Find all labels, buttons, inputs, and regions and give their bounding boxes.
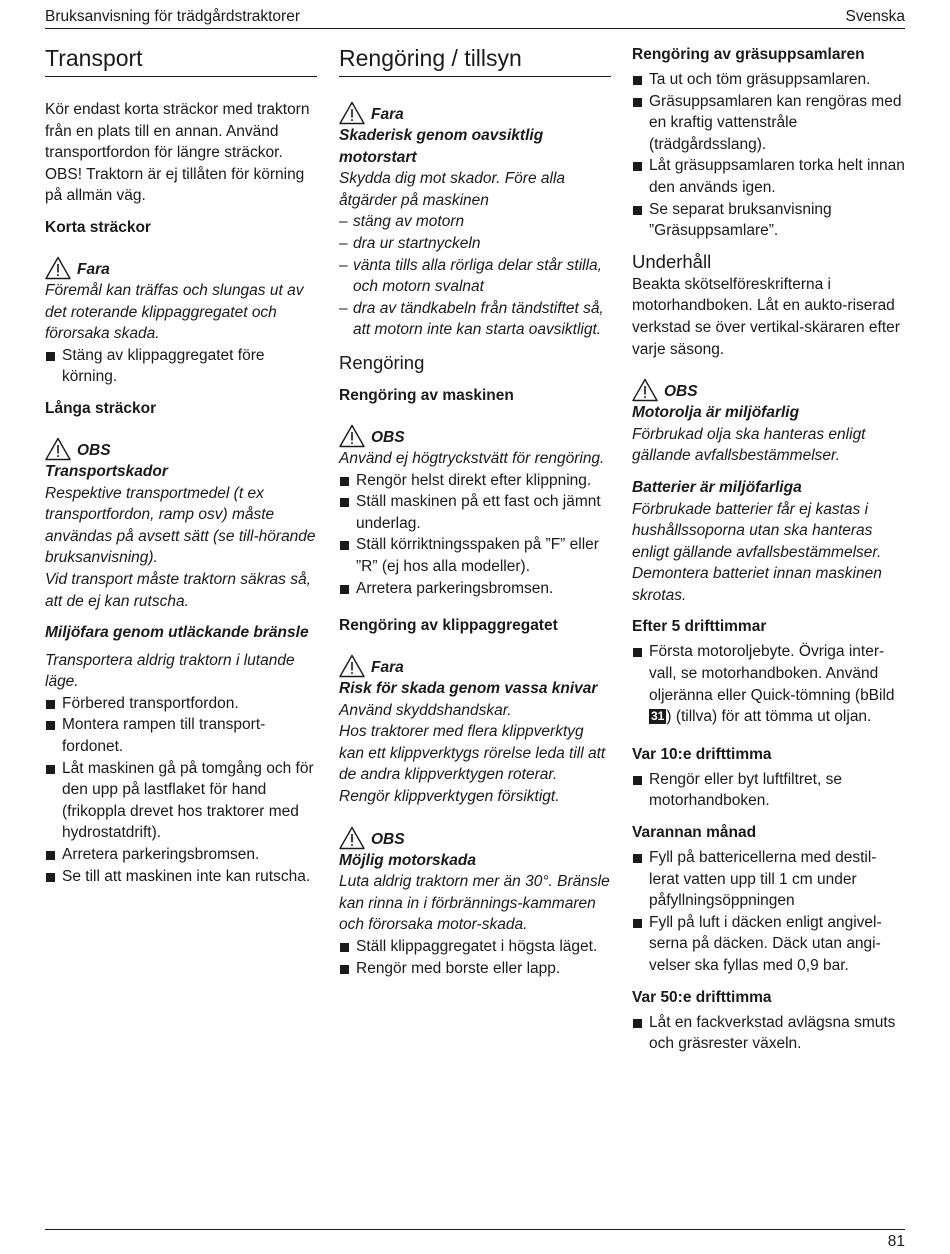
efter5-list — [632, 641, 906, 727]
battery-text: Förbrukade batterier får ej kastas i hushållssoporna utan ska hanteras enligt gällande avfallsbestämmelser. — [632, 500, 882, 561]
warning-label: OBS — [371, 428, 405, 446]
header-language: Svenska — [845, 8, 905, 25]
list-item: Ställ körriktningsspaken på ”F” eller ”R” (ej hos alla modeller). — [339, 534, 611, 577]
list-item: Ställ maskinen på ett fast och jämnt underlag. — [339, 491, 611, 534]
warning-text: Luta aldrig traktorn mer än 30°. Bränsle kan rinna in i förbrännings-kammaren och förorsaka motor-skada. — [339, 873, 610, 934]
warning-triangle-icon — [45, 437, 71, 461]
langa-warning — [45, 437, 317, 612]
warning-label: Fara — [77, 260, 110, 278]
env-text: Transportera aldrig traktorn i lutande läge. — [45, 651, 295, 691]
list-item: Rengör eller byt luftfiltret, se motorhandboken. — [632, 769, 906, 812]
warning-title: Skaderisk genom oavsiktlig motorstart — [339, 127, 544, 166]
list-item: Rengör helst direkt efter klippning. — [339, 470, 611, 492]
grass-heading: Rengöring av gräsuppsamlaren — [632, 46, 865, 63]
list-item: Stäng av klippaggregatet före körning. — [45, 345, 317, 388]
list-item: – dra av tändkabeln från tändstiftet så, att motorn inte kan starta oavsiktligt. — [339, 298, 611, 341]
page-header — [45, 4, 905, 29]
warning-text: Föremål kan träffas och slungas ut av det roterande klippaggregatet och förorsaka skada. — [45, 281, 304, 343]
list-item: Fyll på battericellerna med destil-lerat vatten upp till 1 cm under påfyllningsöppningen — [632, 847, 906, 912]
warning-label: OBS — [371, 830, 405, 848]
underhall-text: Beakta skötselföreskrifterna i motorhandboken. Låt en aukto-riserad verkstad se över vertikal-skäraren efter varje säsong. — [632, 275, 900, 358]
battery-text: Demontera batteriet innan maskinen skrotas. — [632, 565, 882, 604]
footer-divider — [45, 1229, 905, 1230]
varannan-list — [632, 847, 906, 977]
warning-text: Hos traktorer med flera klippverktyg kan ett klippverktygs rörelse leda till att de andra klippverktygen roterar. Rengör klippverktygen försiktigt. — [339, 723, 606, 806]
korta-warning — [45, 256, 317, 345]
list-item: Ta ut och töm gräsuppsamlaren. — [632, 69, 906, 91]
warning-title: Transportskador — [45, 462, 168, 480]
warning-label: OBS — [664, 383, 698, 401]
list-item: Montera rampen till transport-fordonet. — [45, 714, 317, 757]
warning-text: Använd skyddshandskar. — [339, 701, 512, 719]
list-item: Låt maskinen gå på tomgång och för den upp på lastflaket för hand (frikoppla drevet hos traktorer med hydrostatdrift). — [45, 758, 317, 844]
warning-title: Risk för skada genom vassa knivar — [339, 680, 598, 698]
warning-label: Fara — [371, 659, 404, 677]
list-item: Fyll på luft i däcken enligt angivel-serna på däcken. Däck utan angi-velser ska fyllas med 0,9 bar. — [632, 912, 906, 977]
warning-triangle-icon — [45, 256, 71, 280]
warning-triangle-icon — [632, 378, 658, 402]
maskinen-list — [339, 470, 611, 600]
transport-intro-1: Kör endast korta sträckor med traktorn från en plats till en annan. Använd transportfordon för längre sträckor. — [45, 101, 310, 162]
langa-list — [45, 693, 317, 887]
klipp-obs — [339, 826, 611, 936]
list-item: Rengör med borste eller lapp. — [339, 958, 611, 980]
efter5-heading: Efter 5 drifttimmar — [632, 618, 767, 636]
warning-label: Fara — [371, 106, 404, 123]
korta-list — [45, 345, 317, 388]
varannan-heading: Varannan månad — [632, 824, 757, 842]
list-item: Ställ klippaggregatet i högsta läget. — [339, 936, 611, 958]
maskinen-warning — [339, 424, 611, 470]
motorstart-danger — [339, 101, 611, 341]
langa-heading: Långa sträckor — [45, 399, 157, 417]
list-item: Se separat bruksanvisning ”Gräsuppsamlare”. — [632, 199, 906, 242]
warning-triangle-icon — [339, 101, 365, 125]
list-item — [632, 641, 906, 727]
maskinen-heading: Rengöring av maskinen — [339, 386, 514, 404]
transport-title: Transport — [45, 44, 317, 77]
warning-text: Skydda dig mot skador. Före alla åtgärder på maskinen — [339, 170, 566, 209]
grass-list — [632, 69, 906, 242]
figure-ref-badge: 31 — [651, 709, 665, 724]
battery-title: Batterier är miljöfarliga — [632, 478, 802, 496]
efter5-text-b: ) (tillva) för att tömma ut oljan. — [666, 708, 872, 726]
rengoring-title: Rengöring / tillsyn — [339, 44, 611, 77]
underhall-warning — [632, 378, 906, 606]
column-underhall — [632, 40, 906, 1055]
list-item: Förbered transportfordon. — [45, 693, 317, 715]
underhall-title: Underhåll — [632, 250, 712, 272]
warning-triangle-icon — [339, 654, 365, 678]
list-item: Gräsuppsamlaren kan rengöras med en kraftig vattenstråle (trädgårdsslang). — [632, 91, 906, 156]
env-title: Miljöfara genom utläckande bränsle — [45, 624, 309, 642]
oil-title: Motorolja är miljöfarlig — [632, 404, 800, 422]
list-item: – dra ur startnyckeln — [339, 233, 611, 255]
efter5-text-a: Första motoroljebyte. Övriga inter-vall, se motorhandboken. Använd oljeränna eller Quick-tömning (bBild — [649, 643, 895, 704]
rengoring-section-title: Rengöring — [339, 351, 425, 373]
warning-text: Använd ej högtryckstvätt för rengöring. — [339, 449, 605, 467]
warning-triangle-icon — [339, 826, 365, 850]
warning-label: OBS — [77, 441, 111, 459]
var10-heading: Var 10:e drifttimma — [632, 745, 772, 763]
column-rengoring — [339, 40, 611, 979]
page-number: 81 — [887, 1233, 905, 1250]
list-item: – stäng av motorn — [339, 211, 611, 233]
var10-list — [632, 769, 906, 812]
dash-list — [339, 211, 611, 341]
warning-text: Respektive transportmedel (t ex transportfordon, ramp osv) måste användas på avsett sätt (se till-hörande bruksanvisning). — [45, 484, 316, 567]
list-item: – vänta tills alla rörliga delar står stilla, och motorn svalnat — [339, 255, 611, 298]
klipp-heading: Rengöring av klippaggregatet — [339, 617, 558, 635]
korta-heading: Korta sträckor — [45, 218, 151, 236]
list-item: Låt gräsuppsamlaren torka helt innan den används igen. — [632, 155, 906, 198]
list-item: Arretera parkeringsbromsen. — [339, 578, 611, 600]
warning-text: Vid transport måste traktorn säkras så, att de ej kan rutscha. — [45, 570, 311, 610]
list-item: Se till att maskinen inte kan rutscha. — [45, 866, 317, 888]
var50-heading: Var 50:e drifttimma — [632, 988, 772, 1006]
list-item: Arretera parkeringsbromsen. — [45, 844, 317, 866]
transport-intro-2: OBS! Traktorn är ej tillåten för körning på allmän väg. — [45, 165, 305, 205]
oil-text: Förbrukad olja ska hanteras enligt gällande avfallsbestämmelser. — [632, 425, 866, 465]
column-transport — [45, 40, 317, 887]
var50-list — [632, 1012, 906, 1055]
warning-triangle-icon — [339, 424, 365, 448]
list-item: Låt en fackverkstad avlägsna smuts och gräsrester växeln. — [632, 1012, 906, 1055]
klipp-danger — [339, 654, 611, 808]
warning-title: Möjlig motorskada — [339, 851, 476, 869]
klipp-list — [339, 936, 611, 979]
header-title: Bruksanvisning för trädgårdstraktorer — [45, 8, 301, 25]
